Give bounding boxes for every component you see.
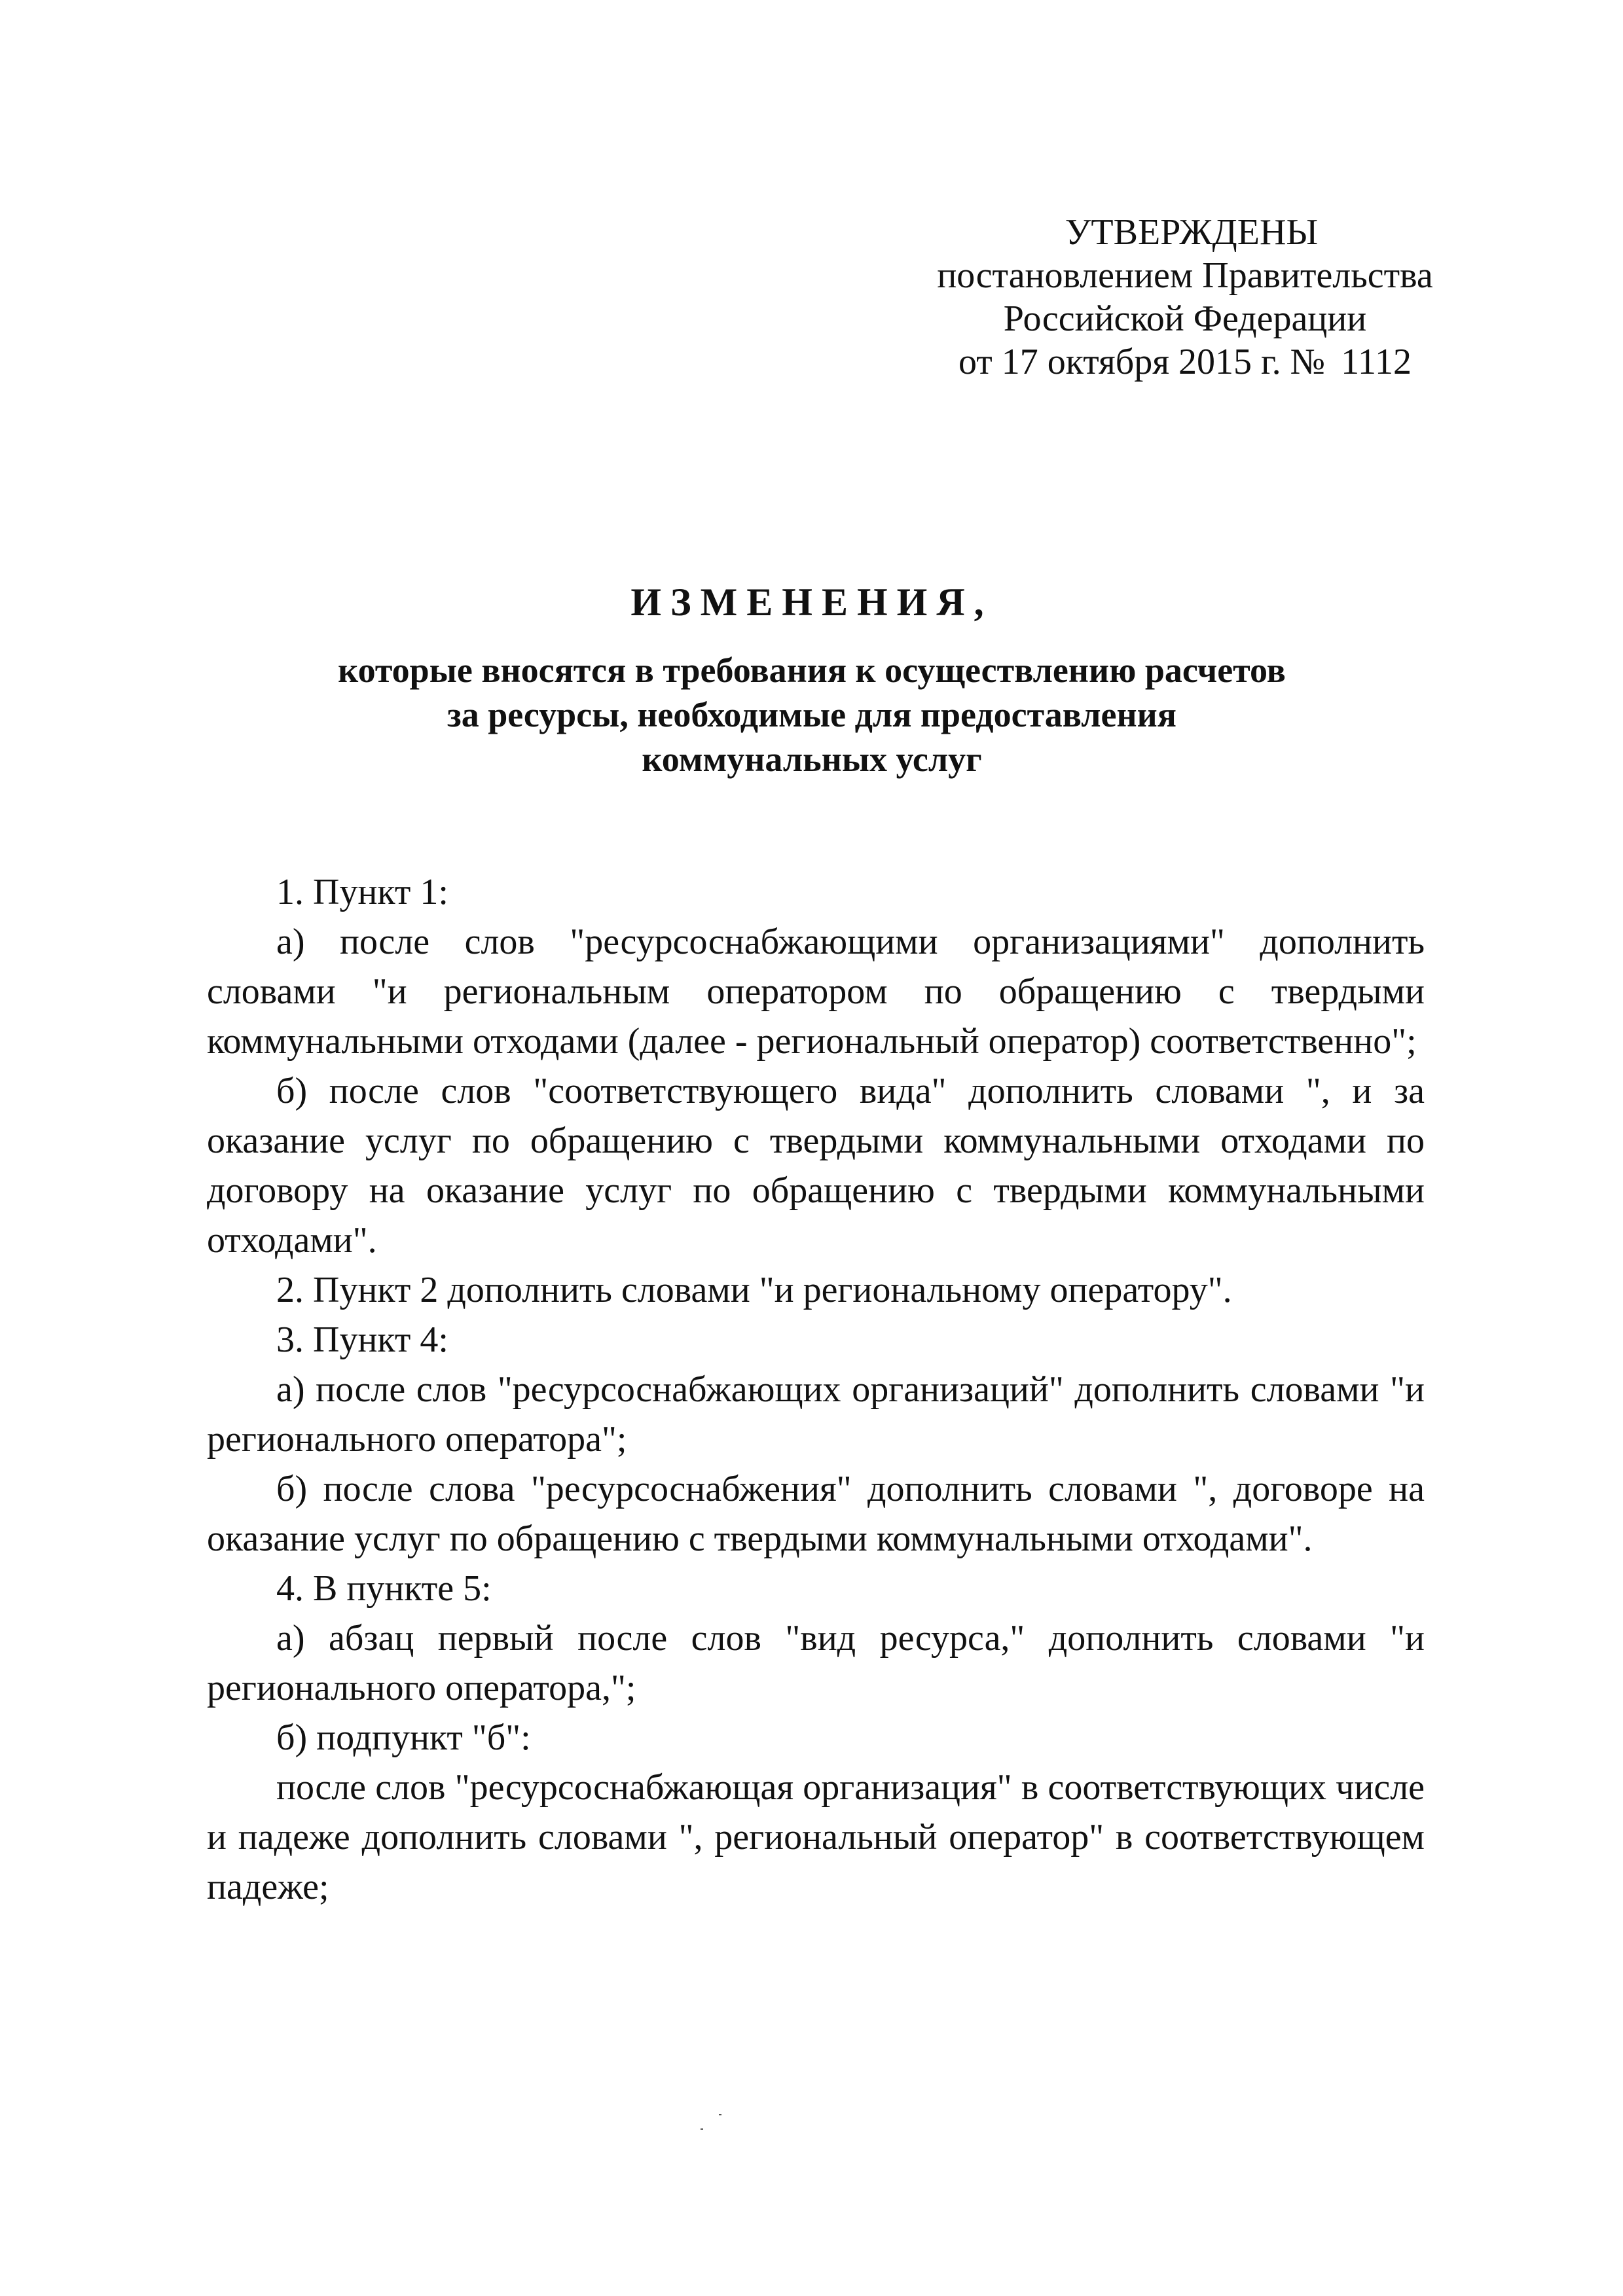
- title-block: [196, 576, 1427, 781]
- approval-date-line: [871, 340, 1499, 384]
- paragraph: б) после слов "соответствующего вида" дополнить словами ", и за оказание услуг по обращению с твердыми коммунальными отходами по договору на оказание услуг по обращению с твердыми коммунальными отходами".: [207, 1071, 1425, 1261]
- paragraph: а) после слов "ресурсоснабжающих организаций" дополнить словами "и регионального оператора";: [207, 1369, 1425, 1460]
- document-title: ИЗМЕНЕНИЯ,: [630, 581, 993, 624]
- approved-label: УТВЕРЖДЕНЫ: [1065, 212, 1319, 253]
- paragraph: 2. Пункт 2 дополнить словами "и региональному оператору".: [276, 1270, 1232, 1310]
- paragraph: 3. Пункт 4:: [276, 1319, 448, 1360]
- subtitle-line: за ресурсы, необходимые для предоставления: [447, 695, 1176, 734]
- subtitle-line: коммунальных услуг: [642, 740, 982, 779]
- paragraph: а) абзац первый после слов "вид ресурса," дополнить словами "и регионального оператора,";: [207, 1618, 1425, 1708]
- document-body: [207, 867, 1425, 1912]
- paragraph: 1. Пункт 1:: [276, 872, 448, 912]
- scan-speck: [701, 2114, 727, 2134]
- approval-line-1: постановлением Правительства: [937, 255, 1433, 296]
- number-sign: №: [1290, 342, 1326, 382]
- approval-line-2: Российской Федерации: [1003, 298, 1367, 339]
- paragraph: а) после слов "ресурсоснабжающими организациями" дополнить словами "и региональным оператором по обращению с твердыми коммунальными отходами (далее - региональный оператор) соответственно";: [207, 922, 1425, 1062]
- paragraph: 4. В пункте 5:: [276, 1568, 492, 1609]
- approval-stamp: [871, 211, 1499, 384]
- approval-date: от 17 октября 2015 г.: [958, 342, 1281, 382]
- document-subtitle: [196, 648, 1427, 781]
- paragraph: б) подпункт "б":: [276, 1717, 531, 1758]
- paragraph: после слов "ресурсоснабжающая организация" в соответствующих числе и падеже дополнить словами ", региональный оператор" в соответствующем падеже;: [207, 1767, 1425, 1907]
- paragraph: б) после слова "ресурсоснабжения" дополнить словами ", договоре на оказание услуг по обращению с твердыми коммунальными отходами".: [207, 1469, 1425, 1559]
- document-number: 1112: [1341, 342, 1412, 382]
- subtitle-line: которые вносятся в требования к осуществлению расчетов: [338, 651, 1286, 690]
